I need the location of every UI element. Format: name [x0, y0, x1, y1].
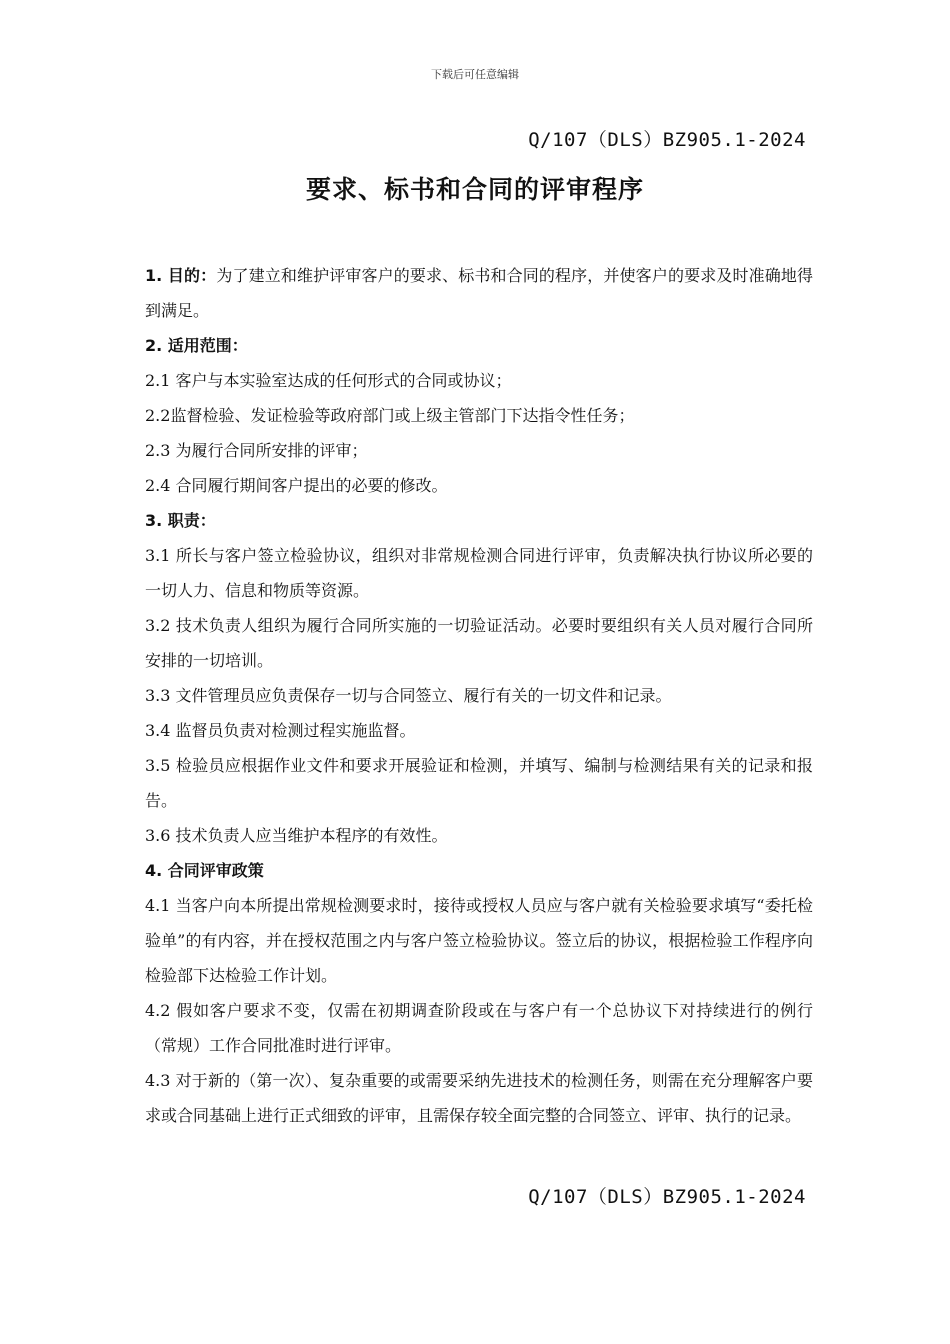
section-3-2: 3.2 技术负责人组织为履行合同所实施的一切验证活动。必要时要组织有关人员对履行合同所安排的一切培训。: [145, 616, 813, 670]
section-3-4: 3.4 监督员负责对检测过程实施监督。: [145, 721, 416, 740]
section-4-1: 4.1 当客户向本所提出常规检测要求时，接待或授权人员应与客户就有关检验要求填写“委托检验单”的有内容，并在授权范围之内与客户签立检验协议。签立后的协议，根据检验工作程序向检验部下达检验工作计划。: [145, 896, 813, 985]
section-2-3: 2.3 为履行合同所安排的评审；: [145, 441, 368, 460]
section-1-purpose: [145, 258, 813, 328]
section-1-text: 为了建立和维护评审客户的要求、标书和合同的程序，并使客户的要求及时准确地得到满足。: [145, 266, 813, 320]
header-note: 下载后可任意编辑: [431, 68, 519, 81]
document-body: [145, 258, 813, 1133]
section-1-heading: 1. 目的：: [145, 266, 217, 285]
section-2-heading: 2. 适用范围：: [145, 336, 248, 355]
section-3-5: 3.5 检验员应根据作业文件和要求开展验证和检测，并填写、编制与检测结果有关的记录和报告。: [145, 756, 813, 810]
document-code-top: Q/107（DLS）BZ905.1-2024: [528, 129, 806, 151]
section-4-2: 4.2 假如客户要求不变，仅需在初期调查阶段或在与客户有一个总协议下对持续进行的例行（常规）工作合同批准时进行评审。: [145, 1001, 813, 1055]
section-3-heading: 3. 职责：: [145, 511, 216, 530]
section-3-1: 3.1 所长与客户签立检验协议，组织对非常规检测合同进行评审，负责解决执行协议所必要的一切人力、信息和物质等资源。: [145, 546, 813, 600]
section-2-4: 2.4 合同履行期间客户提出的必要的修改。: [145, 476, 448, 495]
document-title: 要求、标书和合同的评审程序: [305, 175, 644, 204]
section-2-2: 2.2监督检验、发证检验等政府部门或上级主管部门下达指令性任务；: [145, 406, 635, 425]
section-3-3: 3.3 文件管理员应负责保存一切与合同签立、履行有关的一切文件和记录。: [145, 686, 672, 705]
section-3-6: 3.6 技术负责人应当维护本程序的有效性。: [145, 826, 448, 845]
section-2-1: 2.1 客户与本实验室达成的任何形式的合同或协议；: [145, 371, 512, 390]
document-code-bottom: Q/107（DLS）BZ905.1-2024: [528, 1186, 806, 1208]
section-4-3: 4.3 对于新的（第一次）、复杂重要的或需要采纳先进技术的检测任务，则需在充分理解客户要求或合同基础上进行正式细致的评审，且需保存较全面完整的合同签立、评审、执行的记录。: [145, 1071, 813, 1125]
section-4-heading: 4. 合同评审政策: [145, 861, 264, 880]
